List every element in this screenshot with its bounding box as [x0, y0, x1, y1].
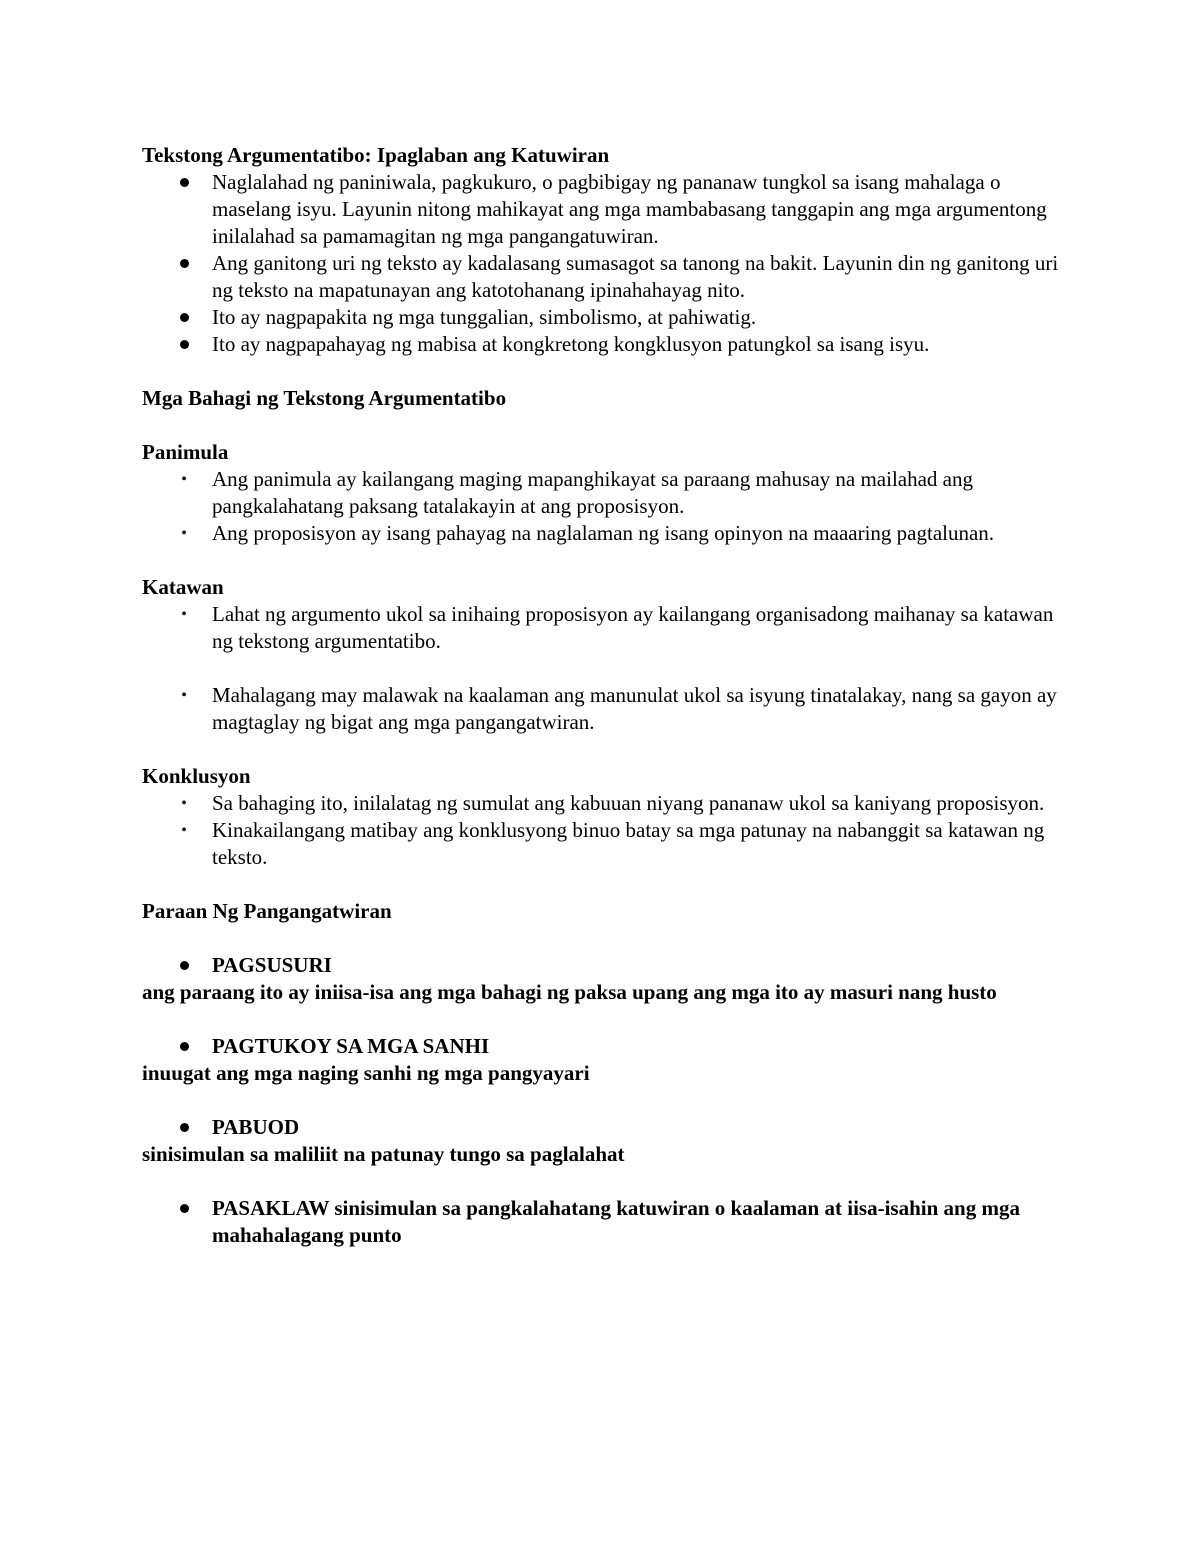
paraan-list-2 [142, 1033, 1062, 1060]
katawan-list [142, 601, 1062, 736]
list-item: • Lahat ng argumento ukol sa inihaing proposisyon ay kailangang organisadong maihanay sa katawan ng tekstong argumentatibo. [142, 601, 1062, 655]
method-description: sinisimulan sa pangkalahatang katuwiran o kaalaman at iisa-isahin ang mga mahahalagang punto [212, 1196, 1020, 1247]
bullet-icon: • [181, 606, 187, 623]
list-spacer [142, 655, 1062, 682]
document-page [142, 142, 1062, 1249]
paraan-heading: Paraan Ng Pangangatwiran [142, 899, 392, 923]
paraan-list-3 [142, 1114, 1062, 1141]
bullet-dot-icon [174, 952, 194, 979]
list-item: • Ang panimula ay kailangang maging mapanghikayat sa paraang mahusay na mailahad ang pangkalahatang paksang tatalakayin at ang proposisyon. [142, 466, 1062, 520]
method-term: PASAKLAW sinisimulan sa pangkalahatang katuwiran o kaalaman at iisa-isahin ang mga mahahalagang punto [142, 1195, 1062, 1249]
bullet-dot-icon [174, 1114, 194, 1141]
list-item: Ang ganitong uri ng teksto ay kadalasang sumasagot sa tanong na bakit. Layunin din ng ganitong uri ng teksto na mapatunayan ang katotohanang ipinahahayag nito. [142, 250, 1062, 304]
method-term: PABUOD [142, 1114, 1062, 1141]
panimula-list [142, 466, 1062, 547]
list-item: Ito ay nagpapakita ng mga tunggalian, simbolismo, at pahiwatig. [142, 304, 1062, 331]
method-description: sinisimulan sa maliliit na patunay tungo sa paglalahat [142, 1142, 625, 1166]
method-description: ang paraang ito ay iniisa-isa ang mga bahagi ng paksa upang ang mga ito ay masuri nang husto [142, 980, 997, 1004]
bullet-icon: • [181, 687, 187, 704]
list-item: Naglalahad ng paniniwala, pagkukuro, o pagbibigay ng pananaw tungkol sa isang mahalaga o maselang isyu. Layunin nitong mahikayat ang mga mambabasang tanggapin ang mga argumentong inilalahad sa pamamagitan ng mga pangangatuwiran. [142, 169, 1062, 250]
intro-list [142, 169, 1062, 358]
document-title: Tekstong Argumentatibo: Ipaglaban ang Katuwiran [142, 143, 610, 167]
bullet-dot-icon [174, 331, 194, 358]
konklusyon-list [142, 790, 1062, 871]
bullet-dot-icon [174, 304, 194, 331]
method-term: PAGTUKOY SA MGA SANHI [142, 1033, 1062, 1060]
bullet-icon: • [181, 471, 187, 488]
list-item: • Kinakailangang matibay ang konklusyong binuo batay sa mga patunay na nabanggit sa katawan ng teksto. [142, 817, 1062, 871]
list-item: • Ang proposisyon ay isang pahayag na naglalaman ng isang opinyon na maaaring pagtalunan. [142, 520, 1062, 547]
list-item: • Sa bahaging ito, inilalatag ng sumulat ang kabuuan niyang pananaw ukol sa kaniyang proposisyon. [142, 790, 1062, 817]
parts-heading: Mga Bahagi ng Tekstong Argumentatibo [142, 386, 507, 410]
bullet-icon: • [181, 525, 187, 542]
konklusyon-heading: Konklusyon [142, 764, 251, 788]
bullet-dot-icon [174, 1033, 194, 1060]
bullet-dot-icon [174, 250, 194, 277]
method-description: inuugat ang mga naging sanhi ng mga pangyayari [142, 1061, 590, 1085]
list-item: Ito ay nagpapahayag ng mabisa at kongkretong kongklusyon patungkol sa isang isyu. [142, 331, 1062, 358]
paraan-list-4 [142, 1195, 1062, 1249]
bullet-icon: • [181, 795, 187, 812]
bullet-dot-icon [174, 1195, 194, 1222]
paraan-list-1 [142, 952, 1062, 979]
list-item: • Mahalagang may malawak na kaalaman ang manunulat ukol sa isyung tinatalakay, nang sa gayon ay magtaglay ng bigat ang mga pangangatwiran. [142, 682, 1062, 736]
method-term: PAGSUSURI [142, 952, 1062, 979]
bullet-icon: • [181, 822, 187, 839]
panimula-heading: Panimula [142, 440, 229, 464]
bullet-dot-icon [174, 169, 194, 196]
katawan-heading: Katawan [142, 575, 224, 599]
